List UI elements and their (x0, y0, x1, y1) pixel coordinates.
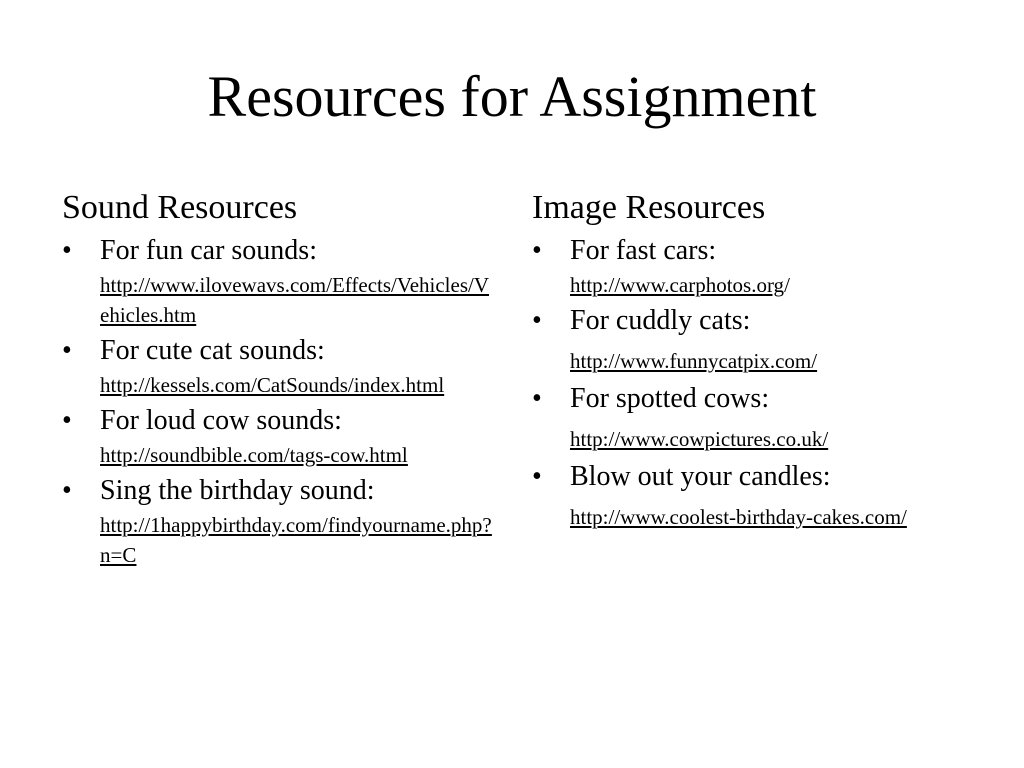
image-item-candles (532, 458, 962, 532)
bullet: • (62, 335, 72, 366)
bullet: • (532, 235, 542, 266)
item-label: For loud cow sounds: (100, 405, 342, 436)
item-label: For fast cars: (570, 235, 717, 266)
sound-resources-heading: Sound Resources (62, 189, 298, 226)
item-label: Blow out your candles: (570, 461, 831, 492)
sound-item-car (62, 232, 492, 330)
item-label: Sing the birthday sound: (100, 475, 375, 506)
sound-item-cat (62, 332, 492, 400)
cat-pictures-link[interactable]: http://www.funnycatpix.com/ (570, 349, 818, 373)
birthday-cakes-link[interactable]: http://www.coolest-birthday-cakes.com/ (570, 505, 907, 529)
cat-sounds-link[interactable]: http://kessels.com/CatSounds/index.html (100, 373, 445, 397)
image-item-cats (532, 302, 962, 376)
image-resources-list (532, 232, 962, 532)
bullet: • (532, 305, 542, 336)
bullet: • (532, 461, 542, 492)
item-label: For cuddly cats: (570, 305, 751, 336)
item-label: For fun car sounds: (100, 235, 317, 266)
item-label: For cute cat sounds: (100, 335, 325, 366)
image-item-cows (532, 380, 962, 454)
image-resources-column (532, 186, 962, 536)
bullet: • (62, 475, 72, 506)
cow-pictures-link[interactable]: http://www.cowpictures.co.uk/ (570, 427, 829, 451)
slide-title: Resources for Assignment (207, 64, 817, 129)
sound-resources-column (62, 186, 492, 570)
item-label: For spotted cows: (570, 383, 770, 414)
car-sounds-link[interactable]: http://www.ilovewavs.com/Effects/Vehicles/Vehicles.htm (100, 273, 490, 327)
birthday-sound-link[interactable]: http://1happybirthday.com/findyourname.php?n=C (100, 513, 492, 567)
sound-item-birthday (62, 472, 492, 570)
link-suffix: / (784, 273, 790, 297)
car-photos-link[interactable]: http://www.carphotos.org (570, 273, 785, 297)
sound-item-cow (62, 402, 492, 470)
cow-sounds-link[interactable]: http://soundbible.com/tags-cow.html (100, 443, 408, 467)
bullet: • (62, 235, 72, 266)
image-item-cars (532, 232, 962, 300)
sound-resources-list (62, 232, 492, 570)
bullet: • (532, 383, 542, 414)
image-resources-heading: Image Resources (532, 189, 766, 226)
bullet: • (62, 405, 72, 436)
